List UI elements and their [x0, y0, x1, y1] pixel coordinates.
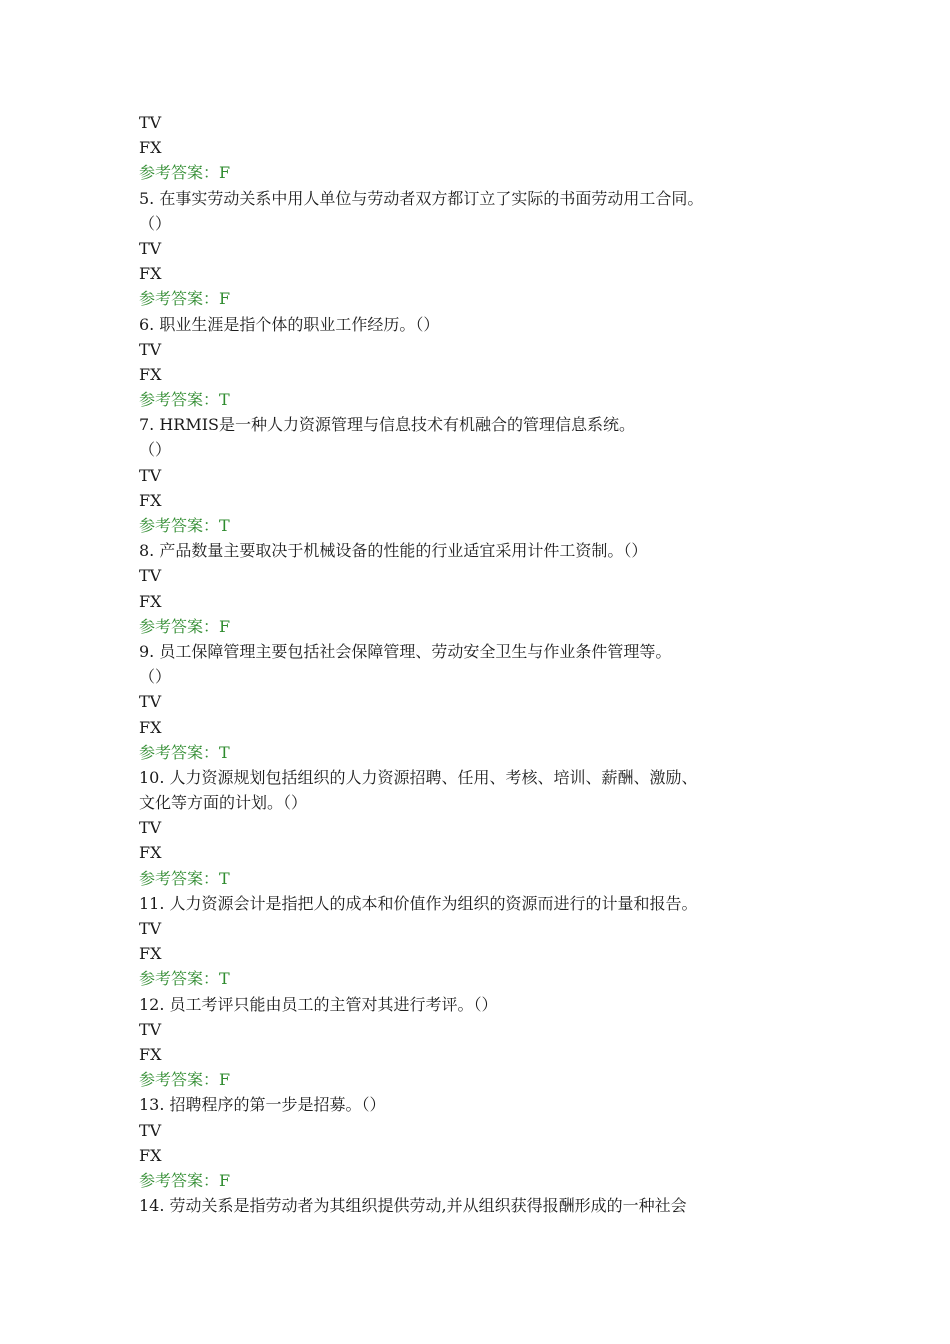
- question-line: 10. 人力资源规划包括组织的人力资源招聘、任用、考核、培训、薪酬、激励、: [139, 767, 698, 787]
- option-line: FX: [139, 944, 162, 964]
- answer-line: 参考答案：T: [139, 390, 230, 410]
- answer-line: 参考答案：T: [139, 969, 230, 989]
- option-line: TV: [139, 818, 162, 838]
- answer-line: 参考答案：F: [139, 616, 231, 636]
- question-line: 8. 产品数量主要取决于机械设备的性能的行业适宜采用计件工资制。（）: [139, 541, 648, 561]
- option-line: FX: [139, 364, 162, 384]
- option-line: TV: [139, 465, 162, 485]
- option-line: FX: [139, 843, 162, 863]
- answer-line: 参考答案：F: [139, 163, 231, 183]
- option-line: TV: [139, 1019, 162, 1039]
- option-line: FX: [139, 1145, 162, 1165]
- question-line: （）: [139, 213, 172, 233]
- answer-line: 参考答案：T: [139, 742, 230, 762]
- question-line: （）: [139, 667, 172, 687]
- answer-line: 参考答案：F: [139, 1070, 231, 1090]
- question-line: 5. 在事实劳动关系中用人单位与劳动者双方都订立了实际的书面劳动用工合同。: [139, 188, 704, 208]
- question-line: 12. 员工考评只能由员工的主管对其进行考评。（）: [139, 994, 498, 1014]
- option-line: TV: [139, 566, 162, 586]
- option-line: FX: [139, 490, 162, 510]
- option-line: TV: [139, 919, 162, 938]
- option-line: FX: [139, 717, 162, 737]
- option-line: FX: [139, 591, 162, 611]
- option-line: TV: [139, 692, 162, 712]
- answer-line: 参考答案：F: [139, 1170, 231, 1190]
- option-line: TV: [139, 339, 162, 359]
- option-line: FX: [139, 264, 162, 284]
- question-line: 14. 劳动关系是指劳动者为其组织提供劳动,并从组织获得报酬形成的一种社会: [139, 1196, 687, 1216]
- question-line: （）: [139, 440, 172, 460]
- option-line: TV: [139, 238, 162, 258]
- question-line: 7. HRMIS是一种人力资源管理与信息技术有机融合的管理信息系统。: [139, 415, 636, 435]
- question-line: 9. 员工保障管理主要包括社会保障管理、劳动安全卫生与作业条件管理等。: [139, 641, 672, 661]
- answer-line: 参考答案：T: [139, 516, 230, 535]
- question-line: 13. 招聘程序的第一步是招募。（）: [139, 1095, 386, 1115]
- question-line: 6. 职业生涯是指个体的职业工作经历。（）: [139, 314, 440, 334]
- option-line: FX: [139, 1044, 162, 1064]
- option-line: TV: [139, 1120, 162, 1140]
- question-line: 11. 人力资源会计是指把人的成本和价值作为组织的资源而进行的计量和报告。: [139, 893, 698, 913]
- document-body: [139, 110, 829, 1218]
- question-line: 文化等方面的计划。（）: [139, 793, 308, 813]
- option-line: TV: [139, 113, 162, 132]
- option-line: FX: [139, 138, 162, 158]
- answer-line: 参考答案：T: [139, 868, 230, 888]
- answer-line: 参考答案：F: [139, 289, 231, 309]
